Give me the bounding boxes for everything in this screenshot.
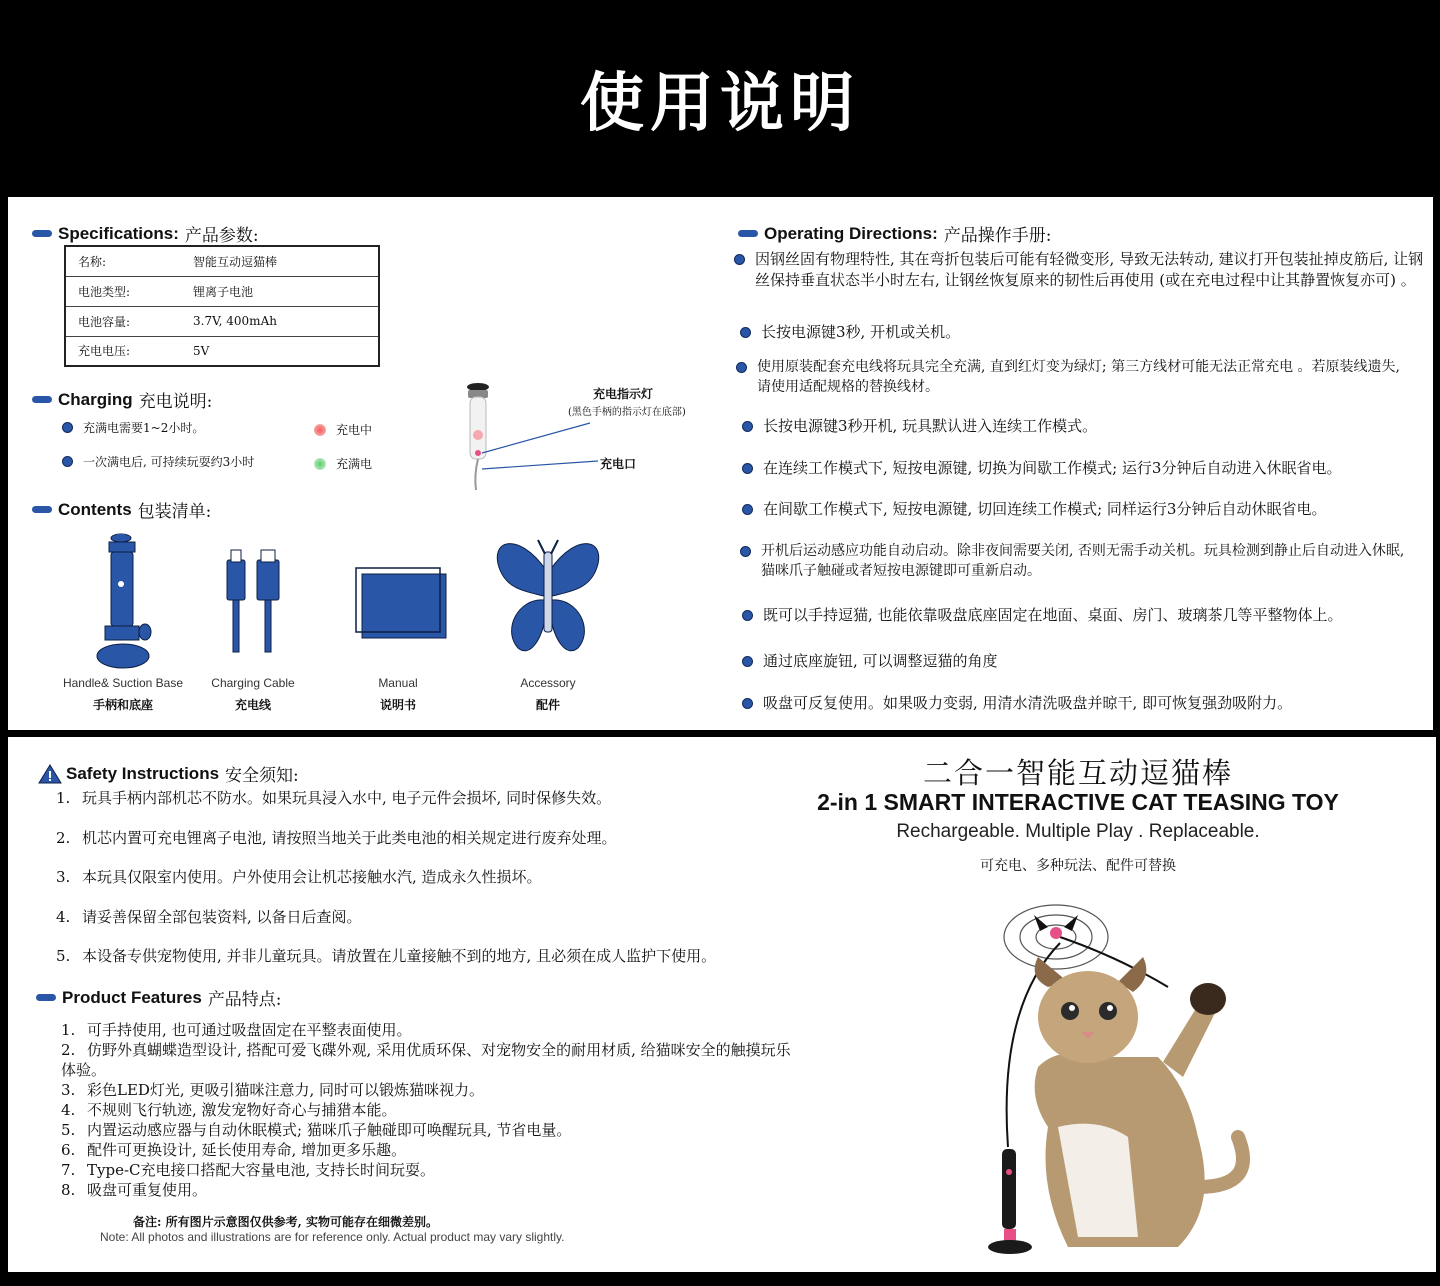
charging-item-text: 充满电需要1~2小时。: [83, 421, 205, 435]
safety-heading: [38, 761, 299, 786]
item-text: 仿野外真蝴蝶造型设计, 搭配可爱飞碟外观, 采用优质环保、对宠物安全的耐用材质, 给猫咪安全的触摸玩乐体验。: [61, 1041, 791, 1079]
specifications-heading-cn: 产品参数:: [184, 226, 259, 246]
bullet-dot-icon: [742, 421, 753, 432]
operating-item-text: 长按电源键3秒开机, 玩具默认进入连续工作模式。: [763, 417, 1098, 435]
toy-handle-icon: [988, 1149, 1032, 1254]
operating-item-text: 使用原装配套充电线将玩具完全充满, 直到红灯变为绿灯; 第三方线材可能无法正常充电 。若原装线遗失, 请使用适配规格的替换线材。: [757, 359, 1400, 395]
charging-item-text: 一次满电后, 可持续玩耍约3小时: [83, 455, 255, 469]
led-charging: [314, 421, 372, 438]
content-item-accessory: [483, 530, 613, 713]
content-item-handle: [48, 530, 198, 713]
bullet-dot-icon: [734, 254, 745, 265]
content-caption-en: Handle& Suction Base: [62, 676, 184, 690]
page-title: 使用说明: [580, 67, 860, 141]
spec-label: 名称:: [65, 246, 193, 276]
bullet-dot-icon: [742, 610, 753, 621]
list-item: [61, 1100, 791, 1120]
operating-item-text: 既可以手持逗猫, 也能依靠吸盘底座固定在地面、桌面、房门、玻璃茶几等平整物体上。: [763, 606, 1343, 624]
operating-item: [742, 693, 1412, 714]
heading-bar-icon: [32, 396, 52, 403]
item-text: 本设备专供宠物使用, 并非儿童玩具。请放置在儿童接触不到的地方, 且必须在成人监护下使用。: [82, 947, 717, 965]
item-text: 配件可更换设计, 延长使用寿命, 增加更多乐趣。: [87, 1141, 407, 1159]
bullet-dot-icon: [736, 362, 747, 373]
operating-heading: [738, 221, 1052, 246]
bullet-dot-icon: [742, 504, 753, 515]
charging-item: [62, 453, 254, 470]
item-number: 4.: [61, 1101, 76, 1119]
operating-item: [740, 541, 1410, 581]
bullet-dot-icon: [62, 456, 73, 467]
spec-table: [64, 245, 380, 367]
item-number: 8.: [61, 1181, 76, 1199]
product-title-en: 2-in 1 SMART INTERACTIVE CAT TEASING TOY: [817, 789, 1339, 815]
safety-heading-cn: 安全须知:: [225, 766, 299, 786]
product-tagline-en: Rechargeable. Multiple Play . Replaceable.: [896, 821, 1260, 842]
item-text: 吸盘可重复使用。: [87, 1181, 208, 1199]
spec-value: 3.7V, 400mAh: [193, 306, 379, 336]
operating-item-text: 长按电源键3秒, 开机或关机。: [761, 323, 961, 341]
handle-icon: [470, 397, 486, 459]
warning-triangle-icon: [38, 764, 62, 784]
features-heading-cn: 产品特点:: [207, 990, 282, 1010]
item-text: 不规则飞行轨迹, 激发宠物好奇心与捕猎本能。: [87, 1101, 397, 1119]
item-number: 2.: [61, 1041, 76, 1059]
list-item: [56, 866, 776, 906]
spec-label: 充电电压:: [65, 336, 193, 366]
table-row: [65, 246, 379, 276]
operating-item-text: 在连续工作模式下, 短按电源键, 切换为间歇工作模式; 运行3分钟后自动进入休眠省电。: [763, 459, 1342, 477]
led-full: [314, 455, 372, 472]
operating-item-text: 开机后运动感应功能自动启动。除非夜间需要关闭, 否则无需手动关机。玩具检测到静止后自动进入休眠, 猫咪爪子触碰或者短按电源键即可重新启动。: [761, 543, 1405, 579]
item-number: 2.: [56, 828, 71, 847]
item-text: 彩色LED灯光, 更吸引猫咪注意力, 同时可以锻炼猫咪视力。: [87, 1081, 485, 1099]
port-line: [482, 461, 598, 469]
operating-item: [742, 651, 1412, 672]
list-item: [61, 1180, 791, 1200]
list-item: [61, 1080, 791, 1100]
charging-cable-icon: [213, 530, 293, 672]
features-heading: [36, 985, 282, 1010]
operating-heading-en: Operating Directions:: [764, 223, 938, 243]
operating-heading-cn: 产品操作手册:: [943, 226, 1052, 246]
item-text: 本玩具仅限室内使用。户外使用会让机芯接触水汽, 造成永久性损坏。: [82, 868, 542, 886]
cable-icon: [475, 459, 478, 490]
item-text: 玩具手柄内部机芯不防水。如果玩具浸入水中, 电子元件会损坏, 同时保修失效。: [82, 789, 612, 807]
note-en: Note: All photos and illustrations are for reference only. Actual product may vary slightly.: [100, 1230, 565, 1244]
item-number: 5.: [56, 947, 71, 965]
specifications-heading: [32, 221, 259, 246]
toy-top-icon: [467, 383, 489, 391]
item-text: 可手持使用, 也可通过吸盘固定在平整表面使用。: [87, 1021, 412, 1039]
heading-bar-icon: [738, 230, 758, 237]
operating-item-text: 在间歇工作模式下, 短按电源键, 切回连续工作模式; 同样运行3分钟后自动休眠省电。: [763, 500, 1327, 518]
safety-heading-en: Safety Instructions: [66, 763, 220, 783]
product-tagline-cn: 可充电、多种玩法、配件可替换: [980, 858, 1176, 874]
item-number: 1.: [56, 789, 71, 807]
indicator-note: (黑色手柄的指示灯在底部): [568, 407, 686, 418]
butterfly-icon: [488, 530, 608, 672]
list-item: [61, 1160, 791, 1180]
operating-item: [742, 458, 1412, 479]
manual-icon: [348, 530, 448, 672]
cat-with-toy-illustration: [968, 887, 1268, 1272]
table-row: [65, 306, 379, 336]
content-caption-cn: 说明书: [379, 698, 416, 712]
note-cn: 备注: 所有图片示意图仅供参考, 实物可能存在细微差别。: [133, 1215, 438, 1229]
charging-item: [62, 419, 204, 436]
specifications-heading-en: Specifications:: [58, 223, 179, 243]
features-list: [61, 1020, 791, 1200]
charging-heading: [32, 387, 212, 412]
contents-heading-en: Contents: [58, 499, 132, 519]
spec-value: 智能互动逗猫棒: [193, 246, 379, 276]
spec-label: 电池容量:: [65, 306, 193, 336]
operating-item: [734, 249, 1424, 291]
table-row: [65, 336, 379, 366]
list-item: [56, 827, 776, 867]
contents-heading: [32, 497, 211, 522]
list-item: [56, 787, 776, 827]
item-number: 5.: [61, 1121, 76, 1139]
operating-item: [736, 357, 1406, 397]
operating-item: [742, 605, 1412, 626]
list-item: [61, 1020, 791, 1040]
item-number: 3.: [61, 1081, 76, 1099]
item-number: 1.: [61, 1021, 76, 1039]
heading-bar-icon: [36, 994, 56, 1001]
spec-value: 锂离子电池: [193, 276, 379, 306]
pink-ball-icon: [1050, 927, 1062, 939]
item-text: 机芯内置可充电锂离子电池, 请按照当地关于此类电池的相关规定进行废弃处理。: [82, 828, 617, 847]
list-item: [61, 1140, 791, 1160]
item-text: 内置运动感应器与自动休眠模式; 猫咪爪子触碰即可唤醒玩具, 节省电量。: [87, 1121, 572, 1139]
indicator-light-icon: [473, 430, 483, 440]
content-caption-en: Manual: [378, 676, 418, 690]
item-number: 4.: [56, 907, 71, 926]
features-heading-en: Product Features: [62, 987, 202, 1007]
charging-heading-cn: 充电说明:: [138, 392, 213, 412]
bullet-dot-icon: [742, 656, 753, 667]
operating-item-text: 因钢丝固有物理特性, 其在弯折包装后可能有轻微变形, 导致无法转动, 建议打开包装扯掉皮筋后, 让钢丝保持垂直状态半小时左右, 让钢丝恢复原来的韧性后再使用 (或在充电过程中让其静置恢复亦可) 。: [755, 250, 1424, 289]
title-bar: [0, 0, 1440, 196]
item-number: 3.: [56, 868, 71, 886]
safety-list: [56, 787, 776, 985]
list-item: [61, 1120, 791, 1140]
port-label: 充电口: [600, 457, 637, 471]
upper-panel: [8, 197, 1433, 730]
operating-item: [742, 416, 1412, 437]
bullet-dot-icon: [740, 546, 751, 557]
charging-port-icon: [475, 450, 481, 456]
list-item: [56, 945, 776, 985]
operating-item: [740, 322, 1420, 343]
heading-bar-icon: [32, 230, 52, 237]
content-item-cable: [193, 530, 313, 713]
operating-item: [742, 499, 1412, 520]
item-text: Type-C充电接口搭配大容量电池, 支持长时间玩耍。: [87, 1161, 436, 1179]
red-led-icon: [314, 424, 326, 436]
content-caption-cn: 手柄和底座: [92, 698, 153, 712]
green-led-icon: [314, 458, 326, 470]
content-caption-en: Charging Cable: [211, 676, 295, 690]
contents-heading-cn: 包装清单:: [137, 502, 212, 522]
item-number: 7.: [61, 1161, 76, 1179]
bullet-dot-icon: [742, 463, 753, 474]
content-item-manual: [338, 530, 458, 713]
charging-heading-en: Charging: [58, 389, 133, 409]
bullet-dot-icon: [742, 698, 753, 709]
content-caption-cn: 充电线: [234, 698, 271, 712]
spec-label: 电池类型:: [65, 276, 193, 306]
operating-item-text: 吸盘可反复使用。如果吸力变弱, 用清水清洗吸盘并晾干, 即可恢复强劲吸附力。: [763, 694, 1293, 712]
lower-panel: [8, 737, 1436, 1272]
product-title-cn: 二合一智能互动逗猫棒: [922, 756, 1233, 790]
handle-base-icon: [83, 530, 163, 672]
operating-item-text: 通过底座旋钮, 可以调整逗猫的角度: [763, 652, 998, 670]
list-item: [61, 1040, 791, 1080]
spec-value: 5V: [193, 336, 379, 366]
led-full-label: 充满电: [336, 457, 373, 471]
table-row: [65, 276, 379, 306]
content-caption-en: Accessory: [520, 676, 576, 690]
indicator-label: 充电指示灯: [593, 387, 654, 401]
list-item: [56, 906, 776, 946]
heading-bar-icon: [32, 506, 52, 513]
item-text: 请妥善保留全部包装资料, 以备日后查阅。: [82, 907, 362, 926]
indicator-line: [482, 423, 590, 453]
item-number: 6.: [61, 1141, 76, 1159]
bullet-dot-icon: [62, 422, 73, 433]
content-caption-cn: 配件: [535, 698, 560, 712]
bullet-dot-icon: [740, 327, 751, 338]
led-charging-label: 充电中: [336, 423, 373, 437]
cat-icon: [1035, 957, 1243, 1247]
